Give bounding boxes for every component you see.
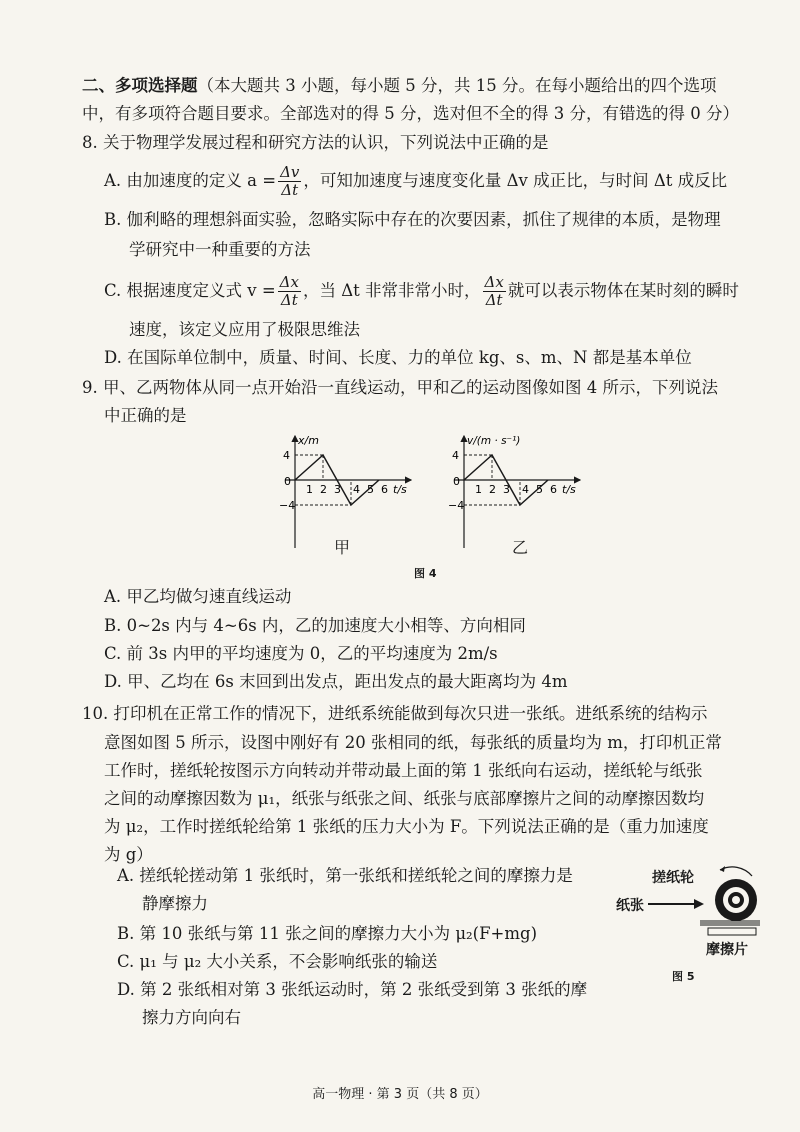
q10-stem-4: 之间的动摩擦因数为 μ₁，纸张与纸张之间、纸张与底部摩擦片之间的动摩擦因数均 bbox=[104, 789, 705, 808]
q9-stem-2: 中正确的是 bbox=[104, 406, 187, 425]
q9-option-a: A. 甲乙均做匀速直线运动 bbox=[104, 587, 292, 606]
rotation-arrow-icon bbox=[720, 867, 752, 876]
section-header bbox=[82, 74, 716, 98]
figure-5-paper-label: 纸张 bbox=[616, 898, 644, 914]
graph-yi-tick-neg4: −4 bbox=[448, 499, 465, 512]
figure-4-caption: 图 4 bbox=[414, 567, 437, 580]
graph-yi-tick-x4: 4 bbox=[522, 483, 529, 496]
q10-option-a-1: A. 搓纸轮搓动第 1 张纸时，第一张纸和搓纸轮之间的摩擦力是 bbox=[117, 866, 573, 885]
q10-stem-6: 为 g） bbox=[104, 845, 153, 864]
q8-option-a bbox=[104, 164, 727, 199]
graph-jia-tick-4: 4 bbox=[283, 449, 290, 462]
page-footer: 高一物理 · 第 3 页（共 8 页） bbox=[312, 1087, 488, 1102]
q10-stem-2: 意图如图 5 所示，设图中刚好有 20 张相同的纸，每张纸的质量均为 m，打印机正常 bbox=[104, 733, 722, 752]
q8-option-c bbox=[104, 274, 739, 309]
q10-option-c: C. μ₁ 与 μ₂ 大小关系，不会影响纸张的输送 bbox=[117, 952, 438, 971]
figure-5-roller-label: 搓纸轮 bbox=[652, 870, 694, 886]
q10-option-b: B. 第 10 张纸与第 11 张之间的摩擦力大小为 μ₂(F+mg) bbox=[117, 924, 538, 943]
q10-stem-1: 10. 打印机在正常工作的情况下，进纸系统能做到每次只进一张纸。进纸系统的结构示 bbox=[82, 704, 708, 723]
q8-c-den: Δt bbox=[280, 291, 298, 309]
graph-yi-tick-0: 0 bbox=[453, 475, 460, 488]
graph-jia-tick-x6: 6 bbox=[381, 483, 388, 496]
q9-option-b: B. 0~2s 内与 4~6s 内，乙的加速度大小相等、方向相同 bbox=[104, 616, 526, 635]
q8-c-num2: Δx bbox=[484, 273, 504, 291]
q8-c-fraction-2 bbox=[483, 274, 506, 309]
graph-yi-tick-x3: 3 bbox=[503, 483, 510, 496]
graph-jia-tick-x3: 3 bbox=[334, 483, 341, 496]
graph-jia-tick-x4: 4 bbox=[353, 483, 360, 496]
section-desc-1: （本大题共 3 小题，每小题 5 分，共 15 分。在每小题给出的四个选项 bbox=[197, 76, 717, 95]
figure-5-pad-label: 摩擦片 bbox=[706, 942, 748, 958]
q10-option-a-2: 静摩擦力 bbox=[142, 894, 208, 913]
graph-jia-ylabel: x/m bbox=[298, 434, 319, 447]
graph-yi-tick-x1: 1 bbox=[475, 483, 482, 496]
q9-option-d: D. 甲、乙均在 6s 末回到出发点，距出发点的最大距离均为 4m bbox=[104, 672, 568, 691]
q8-a-num: Δv bbox=[280, 163, 300, 181]
friction-pad-icon bbox=[708, 928, 756, 935]
q8-a-den: Δt bbox=[281, 181, 299, 199]
section-desc-2: 中，有多项符合题目要求。全部选对的得 5 分，选对但不全的得 3 分，有错选的得 0 分） bbox=[82, 104, 739, 123]
q8-stem: 8. 关于物理学发展过程和研究方法的认识，下列说法中正确的是 bbox=[82, 133, 549, 152]
graph-yi-tick-x5: 5 bbox=[536, 483, 543, 496]
q9-option-c: C. 前 3s 内甲的平均速度为 0，乙的平均速度为 2m/s bbox=[104, 644, 498, 663]
q10-stem-5: 为 μ₂，工作时搓纸轮给第 1 张纸的压力大小为 F。下列说法正确的是（重力加速度 bbox=[104, 817, 709, 836]
q8-option-d: D. 在国际单位制中，质量、时间、长度、力的单位 kg、s、m、N 都是基本单位 bbox=[104, 348, 692, 367]
graph-yi-label: 乙 bbox=[512, 538, 529, 557]
graph-jia-tick-0: 0 bbox=[284, 475, 291, 488]
q10-option-d-2: 擦力方向向右 bbox=[142, 1008, 241, 1027]
graph-jia-tick-x5: 5 bbox=[367, 483, 374, 496]
q8-a-fraction bbox=[278, 164, 301, 199]
graph-yi-tick-4: 4 bbox=[452, 449, 459, 462]
graph-jia-tick-x2: 2 bbox=[320, 483, 327, 496]
graph-yi-ylabel: v/(m · s⁻¹) bbox=[467, 435, 521, 447]
graph-jia-tick-x1: 1 bbox=[306, 483, 313, 496]
q8-option-b-2: 学研究中一种重要的方法 bbox=[129, 240, 311, 259]
q8-option-b-1: B. 伽利略的理想斜面实验，忽略实际中存在的次要因素，抓住了规律的本质，是物理 bbox=[104, 210, 721, 229]
graph-jia-label: 甲 bbox=[334, 538, 351, 557]
graph-yi-tick-x6: 6 bbox=[550, 483, 557, 496]
q8-option-c-2: 速度，该定义应用了极限思维法 bbox=[129, 320, 360, 339]
q8-a-pre: A. 由加速度的定义 a = bbox=[104, 171, 277, 190]
q8-c-den2: Δt bbox=[485, 291, 503, 309]
graph-yi-tick-x2: 2 bbox=[489, 483, 496, 496]
section-title: 二、多项选择题 bbox=[82, 76, 198, 95]
graph-jia-xlabel: t/s bbox=[393, 483, 407, 496]
q8-c-num: Δx bbox=[279, 273, 299, 291]
q8-c-fraction bbox=[278, 274, 301, 309]
q8-c-post: 就可以表示物体在某时刻的瞬时 bbox=[507, 281, 739, 300]
q8-c-mid: ，当 Δt 非常非常小时， bbox=[302, 281, 481, 300]
q9-stem-1: 9. 甲、乙两物体从同一点开始沿一直线运动，甲和乙的运动图像如图 4 所示，下列说法 bbox=[82, 378, 718, 397]
q8-c-pre: C. 根据速度定义式 v = bbox=[104, 281, 276, 300]
q10-option-d-1: D. 第 2 张纸相对第 3 张纸运动时，第 2 张纸受到第 3 张纸的摩 bbox=[117, 980, 588, 999]
figure-5-caption: 图 5 bbox=[672, 970, 695, 983]
graph-jia-tick-neg4: −4 bbox=[279, 499, 296, 512]
q10-stem-3: 工作时，搓纸轮按图示方向转动并带动最上面的第 1 张纸向右运动，搓纸轮与纸张 bbox=[104, 761, 703, 780]
q8-a-post: ，可知加速度与速度变化量 Δv 成正比，与时间 Δt 成反比 bbox=[303, 171, 728, 190]
feed-arrow-icon bbox=[694, 899, 704, 909]
graph-yi-xlabel: t/s bbox=[562, 483, 576, 496]
